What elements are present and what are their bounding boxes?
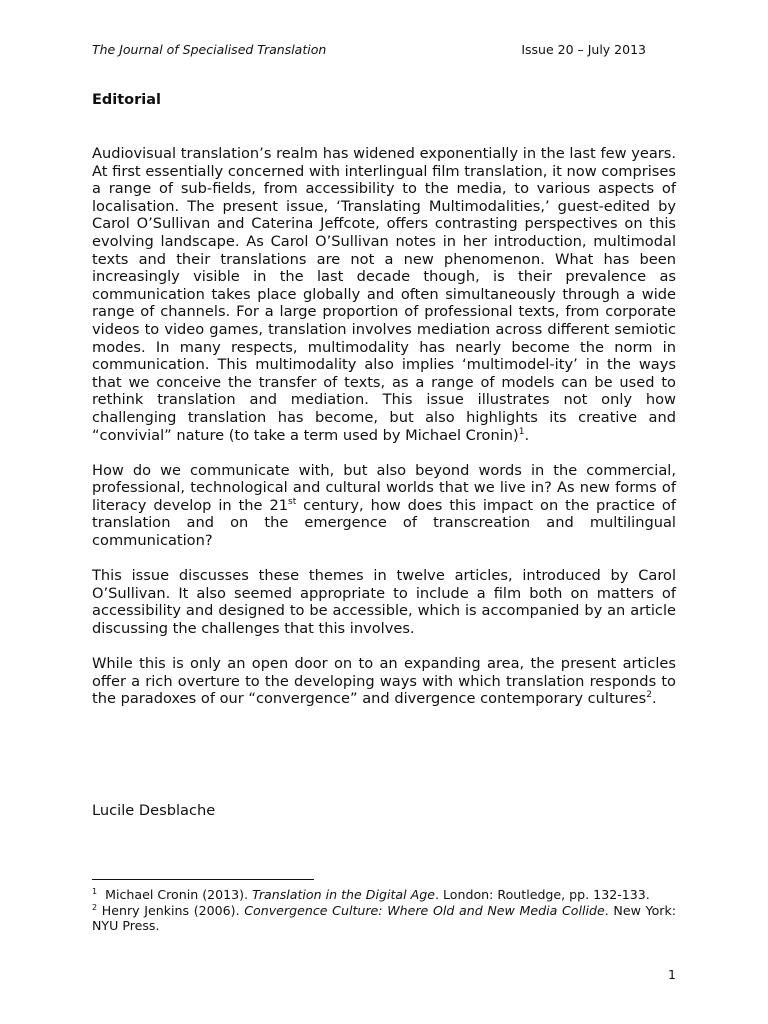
paragraph-3: This issue discusses these themes in twelve articles, introduced by Carol O’Sullivan. It also seemed appropriate to include a film both on matters of accessibility and designed to be accessible, which is accompanied by an article discussing the challenges that this involves. [92,567,676,638]
paragraph-2-before: How do we communicate with, but also beyond words in the commercial, professional, technological and cultural worlds that we live in? As new forms of literacy develop in the 21 [92,461,676,514]
editorial-body [92,145,676,726]
ordinal-suffix: st [288,497,297,508]
paragraph-1-end: . [524,426,530,444]
footnote-2-after: . New York: NYU Press. [92,902,676,934]
footnote-1-after: . London: Routledge, pp. 132-133. [434,887,650,902]
editorial-title: Editorial [92,92,162,108]
footnote-2-before: Henry Jenkins (2006). [101,902,245,918]
footnotes [92,887,676,934]
paragraph-4-end: . [651,690,657,708]
footnote-1-number: 1 [92,886,98,896]
paragraph-4-text: While this is only an open door on to an expanding area, the present articles offer a rich overture to the developing ways with which translation responds to the paradoxes of our “convergence” and divergence contemporary cultures [92,655,676,708]
footnote-1-title: Translation in the Digital Age [252,887,435,902]
issue-info: Issue 20 – July 2013 [521,42,646,57]
page-header [92,42,646,57]
footnote-ref-2: 2 [646,690,652,701]
footnote-1-before: Michael Cronin (2013). [105,887,253,902]
footnote-2 [92,903,676,934]
footnote-1 [92,887,676,903]
paragraph-2 [92,462,676,550]
footnote-ref-1: 1 [518,426,525,437]
paragraph-4 [92,655,676,708]
footnote-2-title: Convergence Culture: Where Old and New Media Collide [244,902,605,918]
paragraph-1 [92,145,676,444]
footnote-divider [92,879,314,880]
author-signature: Lucile Desblache [92,802,216,819]
footnote-2-number: 2 [92,902,98,912]
paragraph-2-after: century, how does this impact on the practice of translation and on the emergence of transcreation and multilingual communication? [92,496,676,550]
page-number: 1 [668,967,676,982]
paragraph-1-text: Audiovisual translation’s realm has widened exponentially in the last few years. At first essentially concerned with interlingual film translation, it now comprises a range of sub-fields, from accessibility to the media, to various aspects of localisation. The present issue, ‘Translating Multimodalities,’ guest-edited by Carol O’Sullivan and Caterina Jeffcote, offers contrasting perspectives on this evolving landscape. As Carol O’Sullivan notes in her introduction, multimodal texts and their translations are not a new phenomenon. What has been increasingly visible in the last decade though, is their prevalence as communication takes place globally and often simultaneously through a wide range of channels. For a large proportion of professional texts, from corporate videos to video games, translation involves mediation across different semiotic modes. In many respects, multimodality has nearly become the norm in communication. This multimodality also implies ‘multimodel-ity’ in the ways that we conceive the transfer of texts, as a range of models can be used to rethink translation and mediation. This issue illustrates not only how challenging translation has become, but also highlights its creative and “convivial” nature (to take a term used by Michael Cronin) [92,145,676,444]
journal-title: The Journal of Specialised Translation [92,42,327,57]
